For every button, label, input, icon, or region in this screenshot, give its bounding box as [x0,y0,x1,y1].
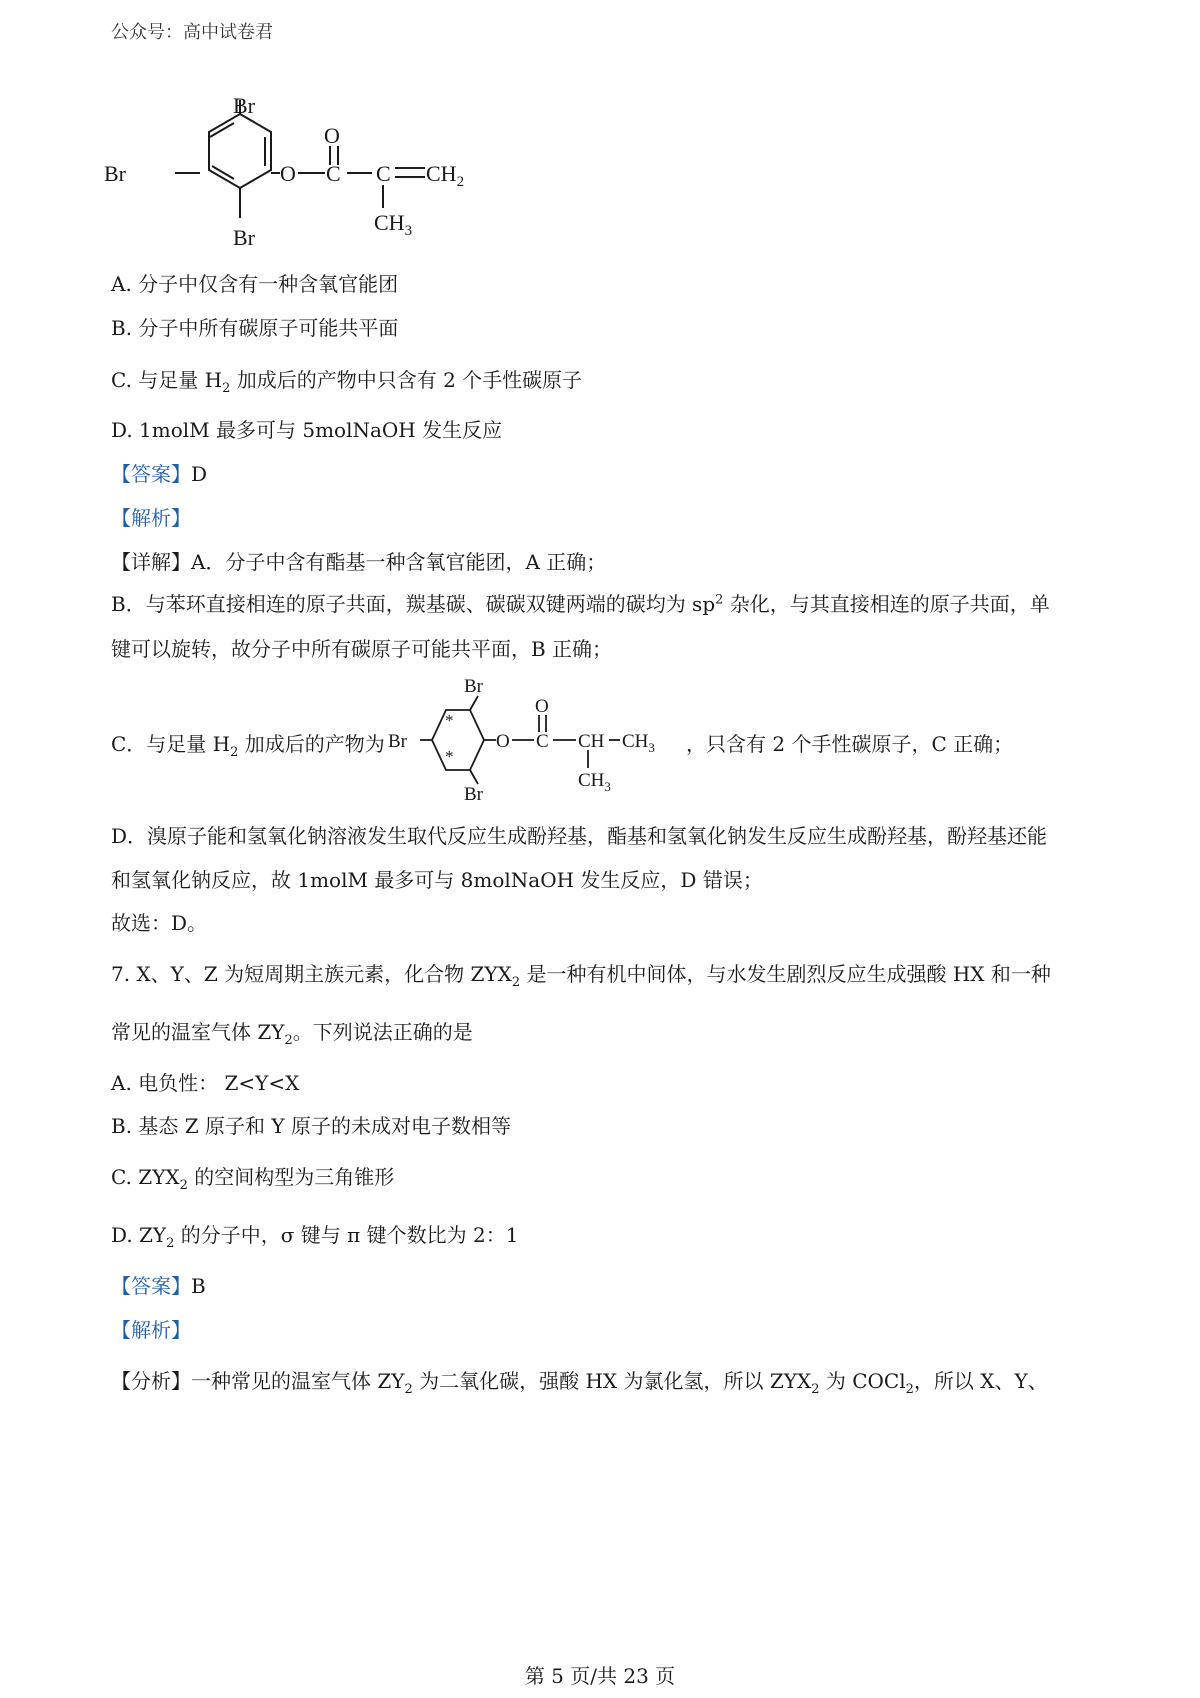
q6-detail-d2: 和氢氧化钠反应，故 1molM 最多可与 8molNaOH 发生反应，D 错误； [111,868,763,892]
o-ester-label: O [280,161,296,186]
prod-br-left-label: Br [388,731,407,752]
o-carbonyl-label: O [324,123,340,148]
ch3-label: $CH_3$ [374,210,413,239]
page-header: 公众号：高中试卷君 [111,22,273,43]
q6-detail-c-pre: C．与足量 $H_2$ 加成后的产物为 [111,732,385,760]
chiral-star-2: * [445,747,454,766]
q7-stem-line2: 常见的温室气体 $ZY_2$。下列说法正确的是 [111,1020,473,1048]
br-bottom-label: Br [233,225,255,250]
prod-o-ester-label: O [496,731,510,752]
q6-option-a: A. 分子中仅含有一种含氧官能团 [111,272,399,296]
q7-option-b: B. 基态 Z 原子和 Y 原子的未成对电子数相等 [111,1114,511,1138]
q6-choice: 故选：D。 [111,911,208,935]
q6-detail-b2: 键可以旋转，故分子中所有碳原子可能共平面，B 正确； [111,637,613,661]
q6-option-c: C. 与足量 $H_2$ 加成后的产物中只含有 2 个手性碳原子 [111,368,583,396]
prod-ch3-right-label: $CH_3$ [622,731,655,755]
chiral-star-1: * [445,711,454,730]
structure-m [100,88,500,273]
q7-answer: 【答案】B [111,1274,206,1298]
q6-answer: 【答案】D [111,462,208,486]
prod-br-top-label: Br [464,676,483,697]
q7-option-a: A. 电负性： Z<Y<X [111,1071,300,1095]
c-carbonyl-label: C [326,161,341,186]
q6-detail-d1: D．溴原子能和氢氧化钠溶液发生取代反应生成酚羟基，酯基和氢氧化钠发生反应生成酚羟基，酚羟基还能 [111,824,1048,848]
prod-o-carbonyl-label: O [535,696,549,717]
prod-br-bottom-label: Br [464,784,483,805]
q7-analysis-text: 【分析】一种常见的温室气体 $ZY_2$ 为二氧化碳，强酸 HX 为氯化氢，所以 $ZYX_2$ 为 COCl$_2$，所以 X、Y、 [111,1369,1048,1397]
br-top-label: Br [233,93,255,118]
q7-option-c: C. $ZYX_2$ 的空间构型为三角锥形 [111,1165,395,1193]
br-left-label: Br [104,161,126,186]
prod-ch-label: CH [578,731,605,752]
structure-product [388,670,688,810]
page-footer: 第 5 页/共 23 页 [524,1664,676,1688]
q6-detail-a: 【详解】A．分子中含有酯基一种含氧官能团，A 正确； [111,550,607,574]
q7-stem-line1: 7. X、Y、Z 为短周期主族元素，化合物 $ZYX_2$ 是一种有机中间体，与水发生剧烈反应生成强酸 HX 和一种 [111,962,1051,990]
ch2-label: $CH_2$ [426,161,465,190]
q6-option-b: B. 分子中所有碳原子可能共平面 [111,316,399,340]
c-alkene-label: C [376,161,391,186]
q6-analysis-label: 【解析】 [111,506,191,530]
q6-detail-b1: B．与苯环直接相连的原子共面，羰基碳、碳碳双键两端的碳均为 $sp^2$ 杂化，与其直接相连的原子共面，单 [111,592,1050,616]
prod-c-carbonyl-label: C [536,731,549,752]
q7-option-d: D. $ZY_2$ 的分子中，σ 键与 π 键个数比为 2：1 [111,1223,519,1251]
q6-detail-c-post: ，只含有 2 个手性碳原子，C 正确； [686,732,1014,756]
q7-analysis-label: 【解析】 [111,1318,191,1342]
q6-option-d: D. 1molM 最多可与 5molNaOH 发生反应 [111,418,503,442]
prod-ch3-down-label: $CH_3$ [578,770,611,794]
